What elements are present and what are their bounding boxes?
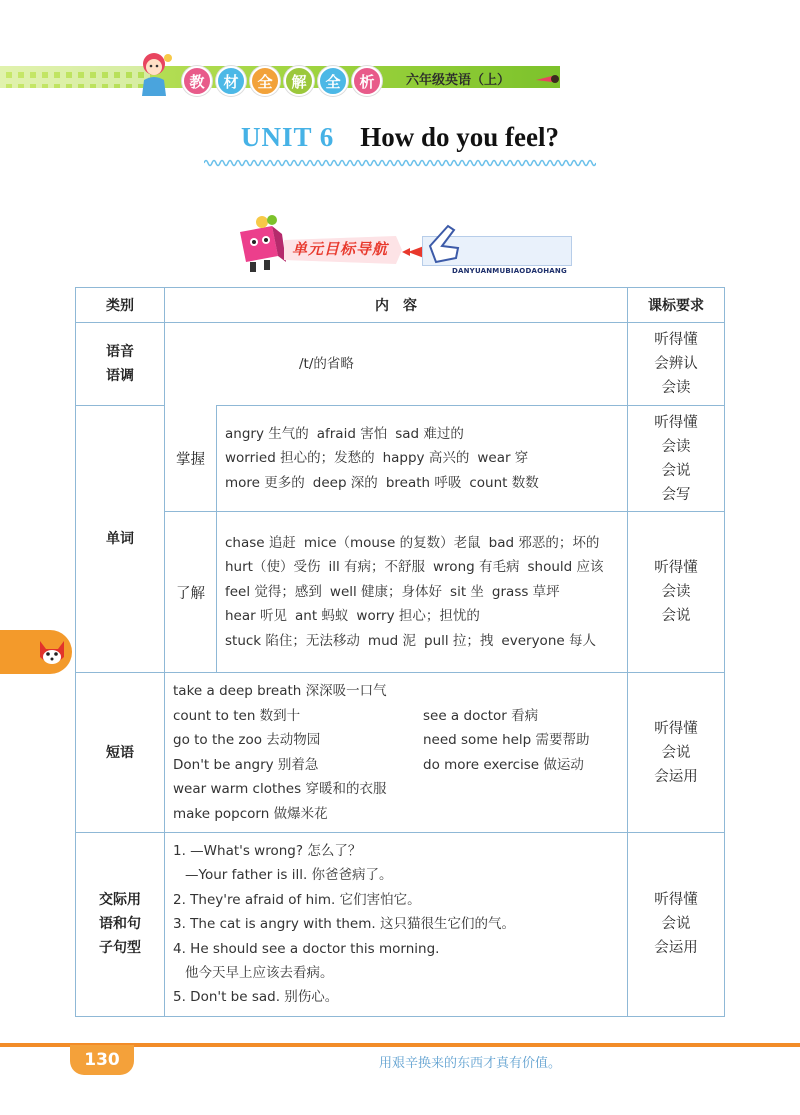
phrase-item xyxy=(423,802,619,827)
sentence-item: 5. Don't be sad. 别伤心。 xyxy=(173,989,339,1006)
title-badge: 教 xyxy=(182,66,212,96)
phrases-requirement xyxy=(628,673,725,833)
book-subtitle: 六年级英语（上） xyxy=(406,73,511,88)
phrase-item: make popcorn 做爆米花 xyxy=(173,805,328,822)
words-master-content xyxy=(217,406,628,512)
pointing-hand-icon xyxy=(424,222,464,264)
page-number: 130 xyxy=(70,1045,134,1075)
table-row-words-master xyxy=(76,406,725,512)
req-line: 听得懂 xyxy=(654,560,698,576)
section-title: 单元目标导航 xyxy=(292,240,389,258)
cube-mascot-icon xyxy=(232,214,292,276)
sentences-requirement xyxy=(628,833,725,1017)
category-line: 子句型 xyxy=(99,940,141,957)
table-row-words-know xyxy=(76,512,725,673)
table-row-sentences xyxy=(76,833,725,1017)
phrase-item: see a doctor 看病 xyxy=(423,707,539,724)
sentence-item: —Your father is ill. 你爸爸病了。 xyxy=(185,867,393,884)
req-line: 会说 xyxy=(661,608,691,624)
word-item: more 更多的 xyxy=(225,474,305,491)
sentence-item: 4. He should see a doctor this morning. xyxy=(173,940,440,957)
unit-code: UNIT 6 xyxy=(240,122,335,152)
phonics-requirement xyxy=(628,323,725,406)
req-line: 会读 xyxy=(661,380,691,396)
word-item: ill 有病；不舒服 xyxy=(328,559,426,576)
sentence-item: 2. They're afraid of him. 它们害怕它。 xyxy=(173,891,421,908)
table-row-phrases xyxy=(76,673,725,833)
req-line: 会运用 xyxy=(654,768,698,785)
req-line: 听得懂 xyxy=(654,892,698,909)
phonics-content: /t/的省略 xyxy=(165,323,628,406)
table-header-row xyxy=(76,288,725,323)
word-item: angry 生气的 xyxy=(225,425,309,442)
sentence-item: 1. —What's wrong? 怎么了？ xyxy=(173,843,362,859)
sentences-content xyxy=(165,833,628,1017)
word-item: ant 蚂蚁 xyxy=(294,608,349,625)
title-badge: 全 xyxy=(250,66,280,96)
fox-mascot-icon xyxy=(36,635,68,669)
req-line: 会运用 xyxy=(654,940,698,957)
word-item: mud 泥 xyxy=(367,632,416,649)
category-line: 语调 xyxy=(106,368,134,384)
category-line: 语和句 xyxy=(99,916,141,933)
phrase-item: Don't be angry 别着急 xyxy=(173,756,319,773)
category-phrases: 短语 xyxy=(76,673,165,833)
unit-title xyxy=(0,122,800,153)
words-know-content xyxy=(217,512,628,673)
title-badge: 解 xyxy=(284,66,314,96)
phrase-item: count to ten 数到十 xyxy=(173,707,301,724)
word-item: afraid 害怕 xyxy=(316,425,388,442)
word-item: sad 难过的 xyxy=(395,425,464,442)
words-know-requirement xyxy=(628,512,725,673)
word-item: hurt（使）受伤 xyxy=(225,559,321,576)
category-words: 单词 xyxy=(76,406,165,673)
phrase-item: wear warm clothes 穿暖和的衣服 xyxy=(173,781,387,797)
word-item: mice（mouse 的复数）老鼠 xyxy=(303,534,481,551)
word-item: pull 拉；拽 xyxy=(424,632,494,649)
req-line: 会说 xyxy=(661,744,691,761)
category-sentences xyxy=(76,833,165,1017)
word-item: bad 邪恶的；坏的 xyxy=(488,534,600,551)
word-item: worried 担心的；发愁的 xyxy=(225,450,375,467)
category-line: 交际用 xyxy=(99,892,141,909)
phrase-item: go to the zoo 去动物园 xyxy=(173,732,321,748)
word-item: chase 追赶 xyxy=(225,534,296,551)
header-title-badges xyxy=(182,66,382,96)
category-line: 语音 xyxy=(106,344,134,360)
word-item: deep 深的 xyxy=(312,474,378,491)
page-header xyxy=(0,0,800,110)
req-line: 会说 xyxy=(661,916,691,933)
word-item: wrong 有毛病 xyxy=(433,559,520,576)
word-item: should 应该 xyxy=(527,559,604,576)
category-phonics xyxy=(76,323,165,406)
word-item: count 数数 xyxy=(469,474,539,491)
sentence-item: 3. The cat is angry with them. 这只猫很生它们的气。 xyxy=(173,916,515,933)
section-banner xyxy=(232,214,572,276)
word-item: hear 听见 xyxy=(225,608,287,625)
req-line: 会辨认 xyxy=(654,356,698,372)
word-item: stuck 陷住；无法移动 xyxy=(225,632,360,649)
word-item: breath 呼吸 xyxy=(385,474,462,491)
pen-icon xyxy=(536,72,560,84)
words-master-requirement xyxy=(628,406,725,512)
title-wave-divider xyxy=(204,158,596,168)
word-item: sit 坐 xyxy=(450,583,484,600)
unit-goals-table xyxy=(75,287,725,1017)
word-item: grass 草坪 xyxy=(491,583,560,600)
unit-name: How do you feel? xyxy=(360,122,560,152)
arrow-left-icon xyxy=(402,242,424,262)
section-pinyin: DANYUANMUBIAODAOHANG xyxy=(452,267,567,275)
phrase-item: need some help 需要帮助 xyxy=(423,732,590,748)
footer-quote: 用艰辛换来的东西才真有价值。 xyxy=(378,1056,561,1071)
req-line: 会读 xyxy=(661,438,691,455)
title-badge: 析 xyxy=(352,66,382,96)
req-line: 听得懂 xyxy=(654,414,698,431)
phrases-grid xyxy=(173,679,619,826)
phrase-item: take a deep breath 深深吸一口气 xyxy=(173,683,387,699)
words-master-label: 掌握 xyxy=(165,406,217,512)
phrase-item xyxy=(423,777,619,802)
sentence-item: 他今天早上应该去看病。 xyxy=(185,965,334,982)
header-requirement: 课标要求 xyxy=(628,288,725,323)
phrase-item xyxy=(423,679,619,704)
title-badge: 全 xyxy=(318,66,348,96)
req-line: 会写 xyxy=(661,486,691,503)
title-badge: 材 xyxy=(216,66,246,96)
girl-mascot-icon xyxy=(132,50,176,98)
header-category: 类别 xyxy=(76,288,165,323)
req-line: 会读 xyxy=(661,584,691,600)
table-row-phonics xyxy=(76,323,725,406)
req-line: 听得懂 xyxy=(654,720,698,737)
phrase-item: do more exercise 做运动 xyxy=(423,756,584,773)
word-item: happy 高兴的 xyxy=(382,450,470,467)
word-item: wear 穿 xyxy=(477,450,529,467)
word-item: everyone 每人 xyxy=(501,632,596,649)
word-item: worry 担心；担忧的 xyxy=(356,608,480,625)
words-know-label: 了解 xyxy=(165,512,217,673)
word-item: well 健康；身体好 xyxy=(329,583,443,600)
req-line: 听得懂 xyxy=(654,332,698,348)
req-line: 会说 xyxy=(661,462,691,479)
phrases-content xyxy=(165,673,628,833)
word-item: feel 觉得；感到 xyxy=(225,583,322,600)
header-content: 内 容 xyxy=(165,288,628,323)
